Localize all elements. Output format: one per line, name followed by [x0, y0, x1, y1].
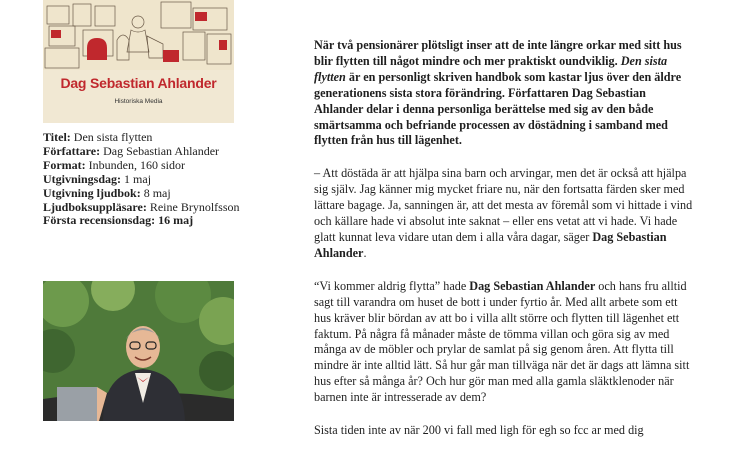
author-name: Dag Sebastian Ahlander: [469, 278, 596, 293]
meta-row-reader: Ljudboksuppläsare: Reine Brynolfsson: [43, 199, 240, 214]
lead-paragraph: När två pensionärer plötsligt inser att de inte längre orkar med sitt hus blir flytten till något mindre och mer praktiskt oundviklig. Den sista flytten är en personligt skriven handbok som kastar ljus över den äldre generationens sista stora förändring. Författaren Dag Sebastian Ahlander delar i denna personliga berättelse med sig av den både smärtsamma och befriande processen av döstädning i samband med flytten från hus till lägenhet.: [314, 38, 682, 148]
speaker-name: Dag Sebastian Ahlander: [314, 229, 667, 260]
cover-illustration: [43, 0, 234, 70]
cover-publisher: Historiska Media: [114, 98, 163, 105]
author-photo: [43, 281, 234, 421]
cover-author: Dag Sebastian Ahlander: [60, 75, 217, 91]
book-title-italic: Den sista flytten: [314, 53, 668, 84]
meta-row-review-date: Första recensionsdag: 16 maj: [43, 213, 194, 228]
cutoff-paragraph: Sista tiden inte av när 200 vi fall med ligh för egh so fcc ar med dig: [314, 423, 644, 438]
meta-row-release: Utgivningsdag: 1 maj: [43, 171, 152, 186]
meta-row-audiobook: Utgivning ljudbok: 8 maj: [43, 185, 171, 200]
book-cover: [43, 0, 234, 123]
article: [314, 38, 696, 456]
book-metadata: [43, 131, 263, 228]
meta-row-title: Titel: Den sista flytten: [43, 130, 153, 144]
meta-row-author: Författare: Dag Sebastian Ahlander: [43, 143, 220, 158]
body-paragraph: “Vi kommer aldrig flytta” hade Dag Sebastian Ahlander och hans fru alltid sagt till varandra om huset de bott i under fyrtio år. Med allt arbete som ett hus kräver blir bördan av att bo i villa allt större och flytten till lägenhet ett faktum. På några få månader måste de tömma villan och göra sig av med många av de möbler och prylar de samlat på sig genom åren. Att flytta till mindre är inte alltid lätt. Så hur går man tillväga när det är dags att lämna sitt hus efter så många år? Och hur gör man med alla gamla släktklenoder när barnen inte är intresserade av dem?: [314, 278, 690, 405]
quote-paragraph: – Att döstäda är att hjälpa sina barn och arvingar, men det är också att hjälpa sig själv. Jag känner mig mycket friare nu, när den fortsatta färden sker med lättare bagage. Ja, sanningen är, att det mesta av föremål som vi hittade i vind och källare hade vi absolut inte saknat – eller ens vetat att vi hade. Vi hade glatt kunnat leva vidare utan dem i alla våra dagar, säger Dag Sebastian Ahlander.: [314, 166, 693, 260]
meta-row-format: Format: Inbunden, 160 sidor: [43, 157, 185, 172]
